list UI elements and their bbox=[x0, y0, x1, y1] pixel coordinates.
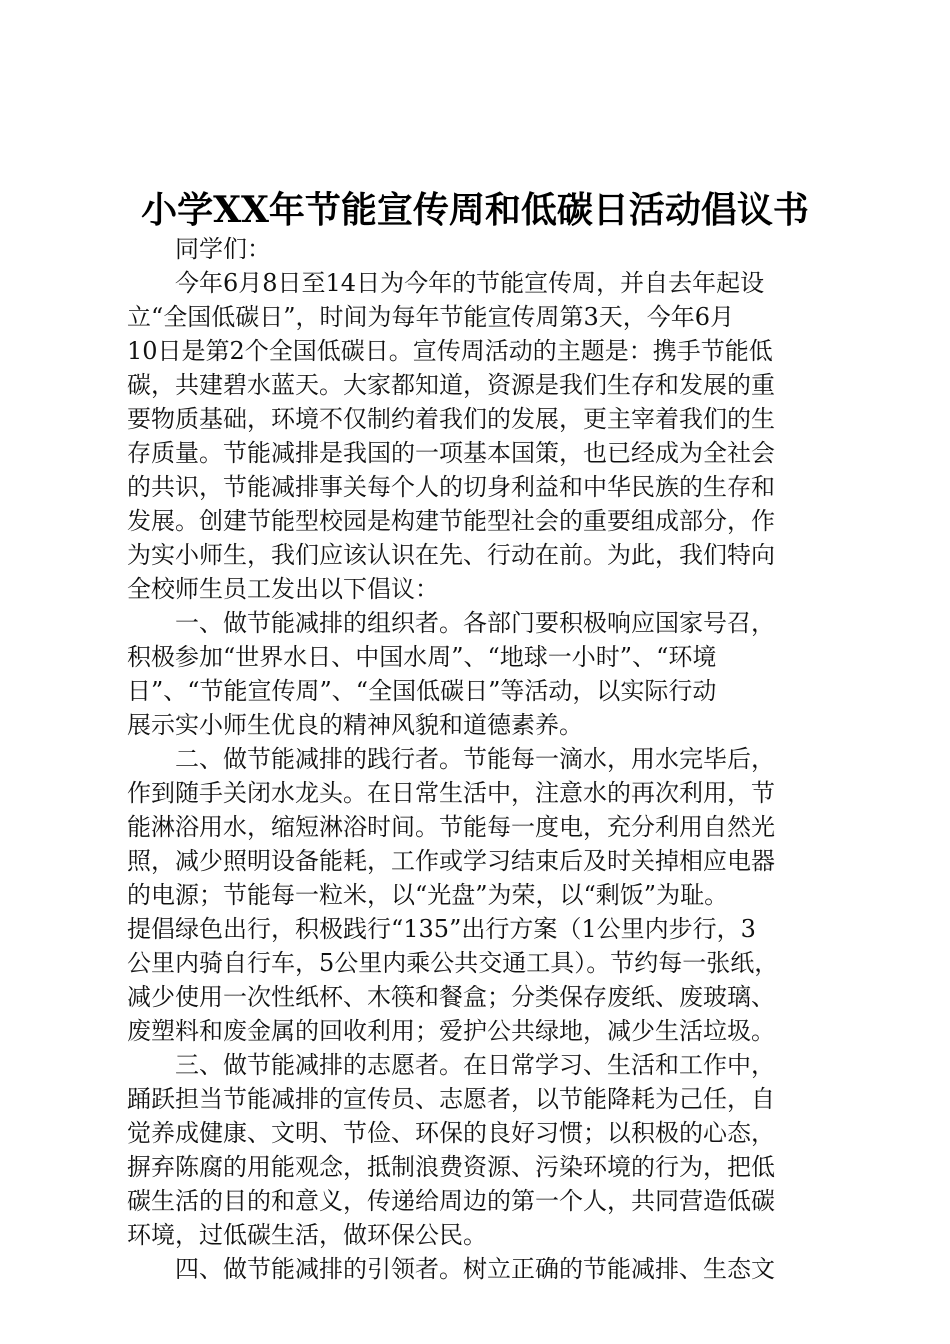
text-line: 今年6月8日至14日为今年的节能宣传周，并自去年起设 bbox=[175, 269, 765, 297]
text-line: 碳，共建碧水蓝天。大家都知道，资源是我们生存和发展的重 bbox=[127, 371, 775, 399]
text-line: 提倡绿色出行，积极践行“135”出行方案（1公里内步行，3 bbox=[127, 915, 756, 943]
text-line: 全校师生员工发出以下倡议： bbox=[127, 575, 439, 603]
text-line: 碳生活的目的和意义，传递给周边的第一个人，共同营造低碳 bbox=[127, 1187, 775, 1215]
text-line: 立“全国低碳日”，时间为每年节能宣传周第3天，今年6月 bbox=[127, 303, 735, 331]
text-line: 能淋浴用水，缩短淋浴时间。节能每一度电，充分利用自然光 bbox=[127, 813, 775, 841]
text-line: 环境，过低碳生活，做环保公民。 bbox=[127, 1221, 487, 1249]
text-line: 作到随手关闭水龙头。在日常生活中，注意水的再次利用，节 bbox=[127, 779, 775, 807]
text-line: 废塑料和废金属的回收利用；爱护公共绿地，减少生活垃圾。 bbox=[127, 1017, 775, 1045]
text-line: 的电源；节能每一粒米，以“光盘”为荣，以“剩饭”为耻。 bbox=[127, 881, 729, 909]
text-line: 的共识，节能减排事关每个人的切身利益和中华民族的生存和 bbox=[127, 473, 775, 501]
text-line: 日”、“节能宣传周”、“全国低碳日”等活动，以实际行动 bbox=[127, 677, 717, 705]
text-line: 同学们： bbox=[175, 235, 271, 263]
text-line: 照，减少照明设备能耗，工作或学习结束后及时关掉相应电器 bbox=[127, 847, 775, 875]
text-line: 二、做节能减排的践行者。节能每一滴水，用水完毕后， bbox=[175, 745, 775, 773]
text-line: 一、做节能减排的组织者。各部门要积极响应国家号召， bbox=[175, 609, 775, 637]
text-line: 踊跃担当节能减排的宣传员、志愿者，以节能降耗为己任，自 bbox=[127, 1085, 775, 1113]
text-line: 展示实小师生优良的精神风貌和道德素养。 bbox=[127, 711, 583, 739]
text-line: 发展。创建节能型校园是构建节能型社会的重要组成部分，作 bbox=[127, 507, 775, 535]
document-body bbox=[127, 232, 833, 1286]
text-line: 公里内骑自行车，5公里内乘公共交通工具）。节约每一张纸， bbox=[127, 949, 779, 977]
text-line: 四、做节能减排的引领者。树立正确的节能减排、生态文 bbox=[175, 1255, 775, 1283]
text-line: 摒弃陈腐的用能观念，抵制浪费资源、污染环境的行为，把低 bbox=[127, 1153, 775, 1181]
text-line: 为实小师生，我们应该认识在先、行动在前。为此，我们特向 bbox=[127, 541, 775, 569]
text-line: 三、做节能减排的志愿者。在日常学习、生活和工作中， bbox=[175, 1051, 775, 1079]
text-line: 要物质基础，环境不仅制约着我们的发展，更主宰着我们的生 bbox=[127, 405, 775, 433]
text-line: 减少使用一次性纸杯、木筷和餐盒；分类保存废纸、废玻璃、 bbox=[127, 983, 775, 1011]
document-title: 小学XX年节能宣传周和低碳日活动倡议书 bbox=[141, 189, 809, 231]
text-line: 10日是第2个全国低碳日。宣传周活动的主题是：携手节能低 bbox=[127, 337, 773, 365]
text-line: 觉养成健康、文明、节俭、环保的良好习惯；以积极的心态， bbox=[127, 1119, 775, 1147]
text-line: 积极参加“世界水日、中国水周”、“地球一小时”、“环境 bbox=[127, 643, 717, 671]
text-line: 存质量。节能减排是我国的一项基本国策，也已经成为全社会 bbox=[127, 439, 775, 467]
